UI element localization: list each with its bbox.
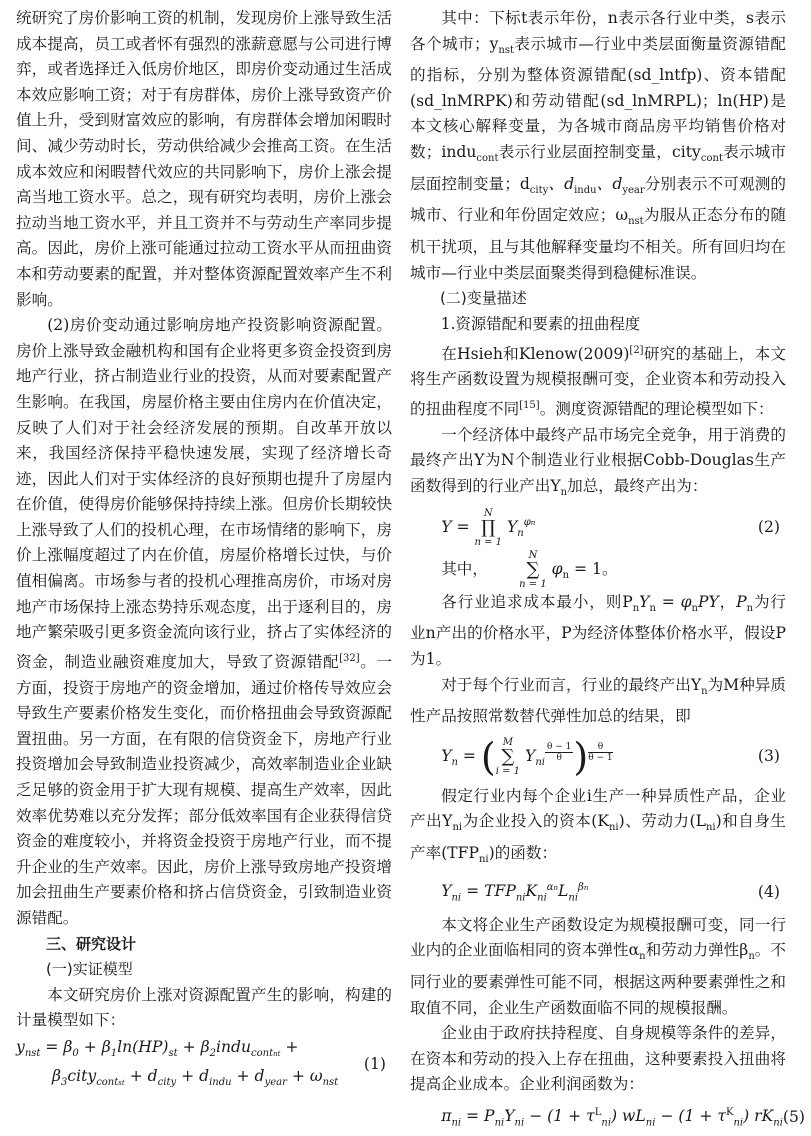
equation-5 xyxy=(410,1100,806,1136)
left-paragraph-2-tail: 。一方面，投资于房地产的资金增加，通过价格传导效应会导致生产要素价格发生变化，而价格扭曲会导致资源配置扭曲。另一方面，在有限的信贷资金下，房地产行业投资增加会导致制造业投资减少，高效率制造业企业缺乏足够的资金用于扩大现有规模、提高生产效率，因此效率优势难以充分发挥；部分低效率国有企业获得信贷资金的难度较小，并将资金投资于房地产行业，而不提升企业的生产效率。因此，房价上涨导致房地产投资增加会扭曲生产要素价格和挤占信贷资金，引致制造业资源错配。 xyxy=(16,653,392,927)
right-p5-a: 各行业追求成本最小，则P xyxy=(441,592,633,611)
right-paragraph-7: 假定行业内每个企业i生产一种异质性产品，企业产出$Y_{ni}$为企业投入的资本$(K_{ni})$、劳动力$(L_{ni})$和自身生产率$(TFP_{ni})$的函数： xyxy=(410,786,787,866)
right-column xyxy=(410,6,806,1129)
right-p3-b: 加总，最终产出为： xyxy=(567,476,708,495)
citation-32: [32] xyxy=(339,652,360,664)
right-p1-e: 分别表示不可观测的城市、行业和年份固定效应；ω xyxy=(410,174,786,225)
right-p7-c: )、劳动力(L xyxy=(618,812,706,831)
right-p3-a: 一个经济体中最终产品市场完全竞争，用于消费的最终产出Y为N个制造业行业根据Cobb-Douglas生产函数得到的行业产出Y xyxy=(410,425,786,495)
right-paragraph-5: 各行业追求成本最小，则$P_nY_n = \varphi_nPY$，$P_n$为行业n产出的价格水平，P为经济体整体价格水平，假设P为1。 xyxy=(410,592,786,668)
right-p2-c: 。测度资源错配的理论模型如下： xyxy=(539,400,774,419)
equation-2-number: (2) xyxy=(757,517,780,536)
eq1-y: y xyxy=(16,1037,25,1056)
equation-4-number: (4) xyxy=(757,882,780,901)
right-p7-e: )的函数： xyxy=(488,844,558,863)
right-p5-b: 为行业n产出的价格水平，P为经济体整体价格水平，假设P为1。 xyxy=(410,592,786,668)
right-paragraph-1: 其中：下标t表示年份，n表示各行业中类，s表示各个城市；$y_{nst}$表示城市—行业中类层面衡量资源错配的指标，分别为整体资源错配(sd_lntfp)、资本错配(sd_lnMRPK)和劳动错配(sd_lnMRPL)；ln(HP)是本文核心解释变量，为各城市商品房平均销售价格对数；indu$_{cont}$表示行业层面控制变量，city$_{cont}$表示城市层面控制变量；$d_{city}$、$d_{indu}$、$d_{year}$分别表示不可观测的城市、行业和年份固定效应；$\omega_{nst}$为服从正态分布的随机干扰项，且与其他解释变量均不相关。所有回归均在城市—行业中类层面聚类得到稳健标准误。 xyxy=(410,9,786,282)
equation-3-body: $Y_n$ = ( M ∑ i = 1 $Y_{ni}$ $^{\frac{\theta - 1}{\theta}}$ ) $^{\frac{\theta}{\theta - 1}}$ xyxy=(441,734,613,779)
equation-4-body: $Y_{ni} = TFP_{ni}K_{ni}^{\alpha n}L_{ni}^{\beta n}$ xyxy=(441,881,589,904)
right-p7-d: )和自身生产率(TFP xyxy=(410,812,787,863)
right-p4-a: 其中， xyxy=(441,559,488,578)
equation-4 xyxy=(410,875,786,911)
equation-5-body: $\pi_{ni} = P_{ni}Y_{ni} - (1 + \tau^L_{ni}) wL_{ni} - (1 + \tau^K_{ni})$ $rK_{ni}$ xyxy=(441,1106,783,1129)
right-p7-b: 为企业投入的资本(K xyxy=(462,812,609,831)
right-paragraph-2 xyxy=(410,338,786,423)
right-paragraph-6: 对于每个行业而言，行业的最终产出$Y_n$为M种异质性产品按照常数替代弹性加总的结果，即 xyxy=(410,675,787,726)
subheading-misallocation: 1.资源错配和要素的扭曲程度 xyxy=(440,314,641,333)
right-paragraph-3: 一个经济体中最终产品市场完全竞争，用于消费的最终产出Y为N个制造业行业根据Cobb-Douglas生产函数得到的行业产出$Y_n$加总，最终产出为： xyxy=(410,425,786,499)
right-p8-b: 和劳动力弹性β xyxy=(645,941,749,960)
right-p6-a: 对于每个行业而言，行业的最终产出Y xyxy=(441,675,702,694)
right-p8-c: 。不同行业的要素弹性可能不同，根据这两种要素弹性之和取值不同，企业生产函数面临不同的规模报酬。 xyxy=(410,941,787,1017)
right-paragraph-9: 企业由于政府扶持程度、自身规模等条件的差异，在资本和劳动的投入上存在扭曲，这种要素投入扭曲将提高企业成本。企业利润函数为： xyxy=(410,1024,786,1094)
right-p1-b: 表示城市—行业中类层面衡量资源错配的指标，分别为整体资源错配(sd_lntfp)、资本错配(sd_lnMRPK)和劳动错配(sd_lnMRPL)；ln(HP)是本文核心解释变量，为各城市商品房平均销售价格对数；indu xyxy=(410,34,786,162)
right-p7-a: 假定行业内每个企业i生产一种异质性产品，企业产出Y xyxy=(410,786,786,831)
left-paragraph-2-text: (2)房价变动通过影响房地产投资影响资源配置。房价上涨导致金融机构和国有企业将更多资金投资到房地产行业，挤占制造业行业的投资，从而对要素配置产生影响。在我国，房屋价格主要由住房内在价值决定，反映了人们对于社会经济发展的预期。自改革开放以来，我国经济保持平稳快速发展，实现了经济增长奇迹，因此人们对于实体经济的良好预期也提升了房屋内在价值，使得房价能够保持持续上涨。但房价长期较快上涨导致了人们的投机心理，在市场情绪的影响下，房价上涨幅度超过了内在价值，房屋价格增长过快，与价值相偏离。市场参与者的投机心理推高房价，市场对房地产市场保持上涨态势持乐观态度，出于逐利目的，房地产繁荣吸引更多资金流向该行业，挤占了实体经济的资金，制造业融资难度加大，导致了资源错配 xyxy=(16,316,392,672)
section-heading-research-design: 三、研究设计 xyxy=(46,934,137,953)
right-p6-b: 为M种异质性产品按照常数替代弹性加总的结果，即 xyxy=(410,675,787,726)
right-paragraph-8: 本文将企业生产函数设定为规模报酬可变，同一行业内的企业面临相同的资本弹性$\alpha_n$和劳动力弹性$\beta_n$。不同行业的要素弹性可能不同，根据这两种要素弹性之和取值不同，企业生产函数面临不同的规模报酬。 xyxy=(410,915,787,1017)
equation-5-number: (5) xyxy=(782,1108,806,1127)
equation-2 xyxy=(410,508,786,548)
right-p1-a: 其中：下标t表示年份，n表示各行业中类，s表示各个城市；y xyxy=(410,9,786,53)
right-paragraph-4: 其中， N ∑ n = 1 $\varphi_n = 1$。 xyxy=(441,549,618,590)
right-p2-a: 在Hsieh和Klenow(2009) xyxy=(441,344,630,363)
equation-2-body: Y = N ∏ n = 1 $Y_n^{\varphi n}$ xyxy=(441,507,536,548)
equation-1 xyxy=(16,1036,392,1094)
right-p1-d: 表示城市层面控制变量；d xyxy=(410,143,786,193)
citation-15: [15] xyxy=(519,399,540,411)
citation-2: [2] xyxy=(629,344,644,356)
left-paragraph-3: 本文研究房价上涨对资源配置产生的影响，构建的计量模型如下： xyxy=(16,985,392,1030)
equation-3 xyxy=(410,732,786,782)
right-p8-a: 本文将企业生产函数设定为规模报酬可变，同一行业内的企业面临相同的资本弹性α xyxy=(410,915,786,960)
equation-1-number: (1) xyxy=(363,1055,386,1074)
equation-3-number: (3) xyxy=(757,747,780,765)
left-paragraph-1: 统研究了房价影响工资的机制，发现房价上涨导致生活成本提高，员工或者怀有强烈的涨薪意愿与公司进行博弈，或者选择迁入低房价地区，即房价变动通过生活成本效应影响工资；对于有房群体，房价上涨导致资产价值上升，受到财富效应的影响，有房群体会增加闲暇时间、减少劳动时长，劳动供给减少会推高工资。在生活成本效应和闲暇替代效应的共同影响下，房价上涨会提高当地工资水平。总之，现有研究均表明，房价上涨会拉动当地工资水平，并且工资并不与劳动生产率同步提高。因此，房价上涨可能通过拉动工资水平从而扭曲资本和劳动要素的配置，并对整体资源配置效率产生不利影响。 xyxy=(16,9,392,309)
left-paragraph-2 xyxy=(16,313,392,931)
right-p1-c: 表示行业层面控制变量，city xyxy=(498,143,701,162)
subheading-variable-description: (二)变量描述 xyxy=(440,289,527,308)
subheading-empirical-model: (一)实证模型 xyxy=(46,960,133,979)
left-column xyxy=(16,6,392,1126)
equation-1-body: $y_{nst} = \beta_0 + \beta_1\ln(HP)_{st}$ + $\beta_2indu_{contnt}$ + $\beta_3city_{contst} + d_{city} + d_{indu} + d_{year} + \omega_{nst}$ xyxy=(16,1037,339,1089)
right-p2-b: 研究的基础上，本文将生产函数设置为规模报酬可变，企业资本和劳动投入的扭曲程度不同 xyxy=(410,344,786,419)
right-p1-f: 为服从正态分布的随机干扰项，且与其他解释变量均不相关。所有回归均在城市—行业中类层面聚类得到稳健标准误。 xyxy=(410,206,786,282)
